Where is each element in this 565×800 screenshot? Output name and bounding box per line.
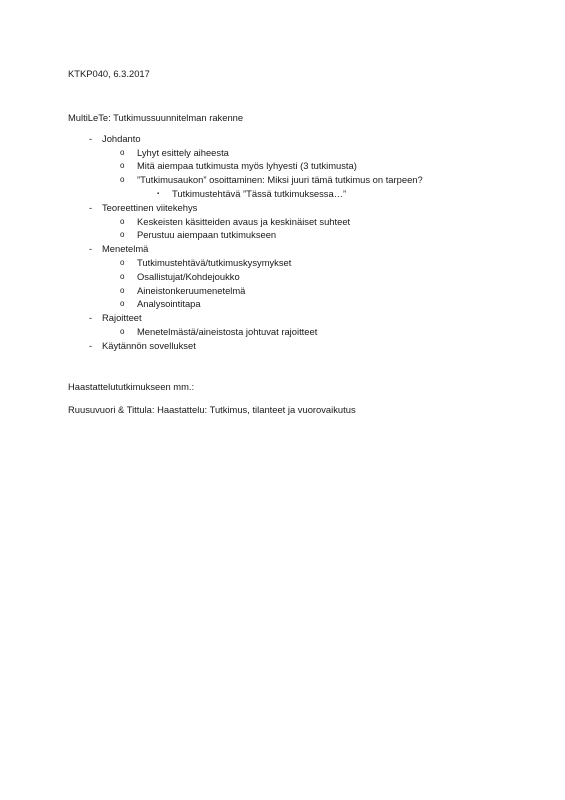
reference-line: Ruusuvuori & Tittula: Haastattelu: Tutkimus, tilanteet ja vuorovaikutus: [68, 404, 356, 415]
circle-bullet: o: [120, 258, 125, 267]
circle-bullet: o: [120, 230, 125, 239]
circle-bullet: o: [120, 272, 125, 281]
outline-item-menetelma: Menetelmä: [102, 243, 149, 254]
outline-subitem: Tutkimustehtävä/tutkimuskysymykset: [137, 257, 292, 268]
dash-bullet: -: [89, 243, 93, 254]
circle-bullet: o: [120, 217, 125, 226]
course-date-line: KTKP040, 6.3.2017: [68, 68, 150, 79]
dash-bullet: -: [89, 340, 93, 351]
document-title: MultiLeTe: Tutkimussuunnitelman rakenne: [68, 112, 244, 123]
outline-subitem: Analysointitapa: [137, 298, 201, 309]
outline-subitem: Perustuu aiempaan tutkimukseen: [137, 229, 277, 240]
dash-bullet: -: [89, 312, 93, 323]
circle-bullet: o: [120, 161, 125, 170]
outline-item-sovellukset: Käytännön sovellukset: [102, 340, 196, 351]
circle-bullet: o: [120, 175, 125, 184]
dash-bullet: -: [89, 202, 93, 213]
outline-item-rajoitteet: Rajoitteet: [102, 312, 142, 323]
circle-bullet: o: [120, 286, 125, 295]
outline-item-johdanto: Johdanto: [102, 133, 141, 144]
outline-subitem: Lyhyt esittely aiheesta: [137, 147, 229, 158]
dash-bullet: -: [89, 133, 93, 144]
circle-bullet: o: [120, 327, 125, 336]
outline-subitem: Menetelmästä/aineistosta johtuvat rajoitteet: [137, 326, 318, 337]
circle-bullet: o: [120, 148, 125, 157]
outline-subitem: Osallistujat/Kohdejoukko: [137, 271, 240, 282]
square-bullet: ▪: [157, 191, 160, 197]
circle-bullet: o: [120, 299, 125, 308]
outline-subitem: ”Tutkimusaukon” osoittaminen: Miksi juuri tämä tutkimus on tarpeen?: [137, 174, 423, 185]
interview-heading: Haastattelututkimukseen mm.:: [68, 381, 195, 392]
outline-subitem: Keskeisten käsitteiden avaus ja keskinäiset suhteet: [137, 216, 351, 227]
outline-subitem: Mitä aiempaa tutkimusta myös lyhyesti (3 tutkimusta): [137, 160, 357, 171]
outline-subsubitem: Tutkimustehtävä ”Tässä tutkimuksessa…”: [172, 188, 347, 199]
outline-item-viitekehys: Teoreettinen viitekehys: [102, 202, 198, 213]
outline-subitem: Aineistonkeruumenetelmä: [137, 285, 246, 296]
